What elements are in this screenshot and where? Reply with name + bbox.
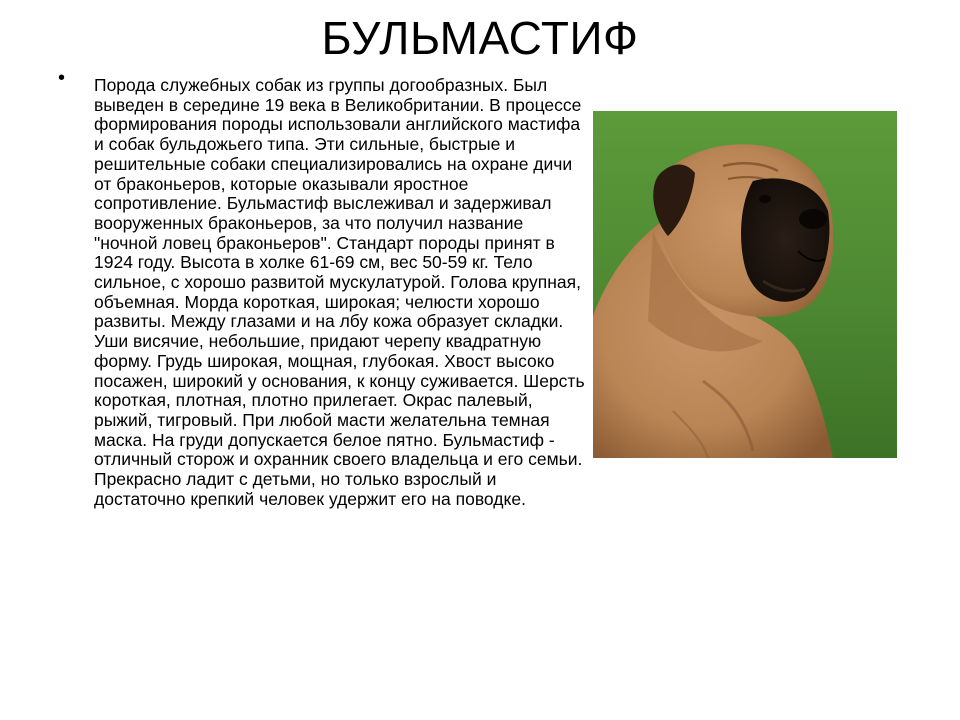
bullet-marker: • — [58, 67, 66, 89]
dog-illustration — [593, 111, 897, 458]
body-text: Порода служебных собак из группы догообразных. Был выведен в середине 19 века в Великобритании. В процессе формирования породы использовали английского мастифа и собак бульдожьего типа. Эти сильные, быстрые и решительные собаки специализировались на охране дичи от браконьеров, которые оказывали яростное сопротивление. Бульмастиф выслеживал и задерживал вооруженных браконьеров, за что получил название "ночной ловец браконьеров". Стандарт породы принят в 1924 году. Высота в холке 61-69 см, вес 50-59 кг. Тело сильное, с хорошо развитой мускулатурой. Голова крупная, объемная. Морда короткая, широкая; челюсти хорошо развиты. Между глазами и на лбу кожа образует складки. Уши висячие, небольшие, придают черепу квадратную форму. Грудь широкая, мощная, глубокая. Хвост высоко посажен, широкий у основания, к концу суживается. Шерсть короткая, плотная, плотно прилегает. Окрас палевый, рыжий, тигровый. При любой масти желательна темная маска. На груди допускается белое пятно. Бульмастиф - отличный сторож и охранник своего владельца и его семьи. Прекрасно ладит с детьми, но только взрослый и достаточно крепкий человек удержит его на поводке. — [94, 75, 585, 509]
dog-photo — [593, 111, 897, 458]
slide-title: БУЛЬМАСТИФ — [321, 12, 639, 64]
